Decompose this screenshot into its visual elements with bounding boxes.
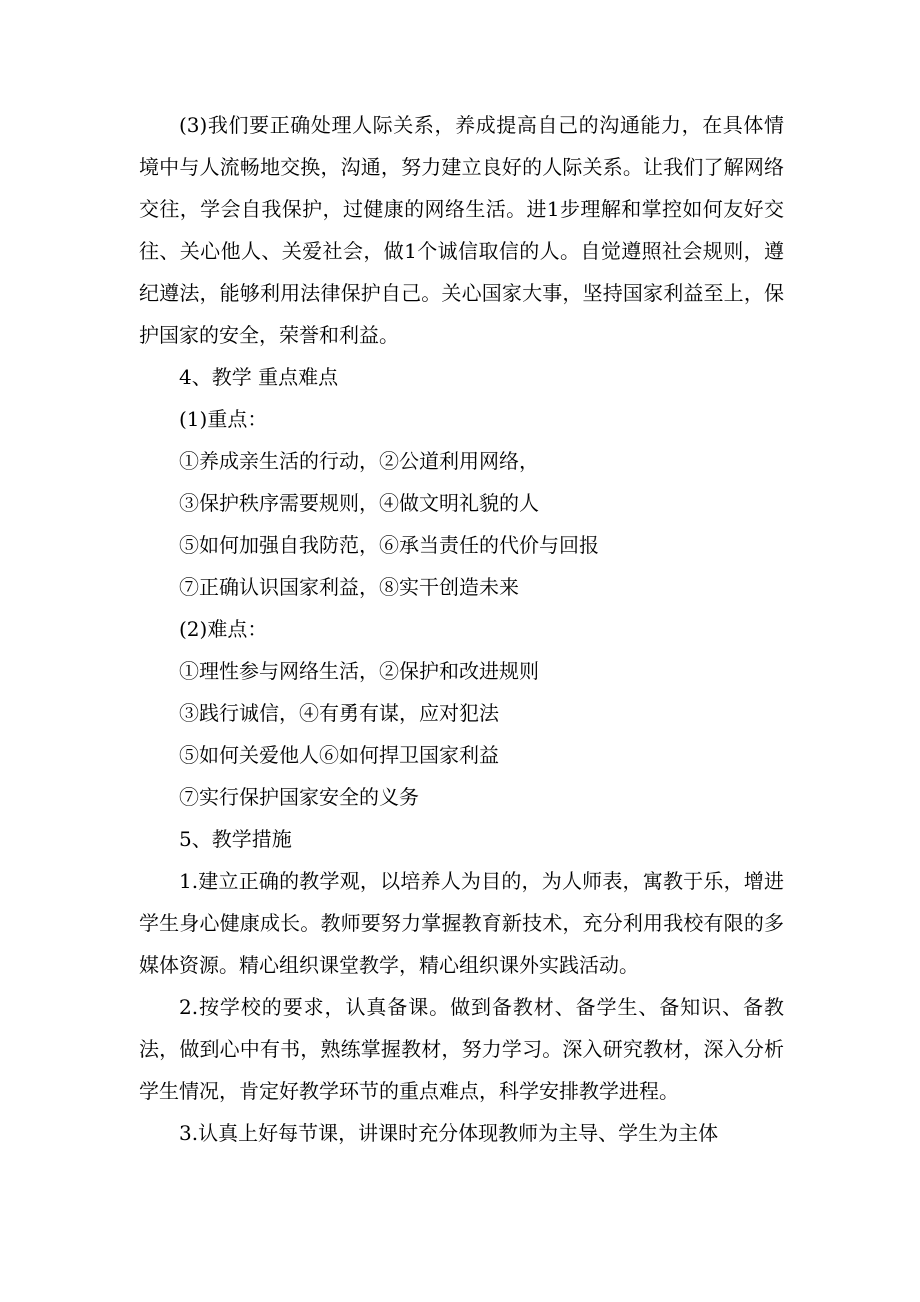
key-points-heading: (1)重点： bbox=[179, 407, 268, 431]
difficulty-line: ⑦实行保护国家安全的义务 bbox=[179, 785, 419, 809]
difficulty-line: ①理性参与网络生活，②保护和改进规则 bbox=[179, 659, 539, 683]
key-point-line: ③保护秩序需要规则，④做文明礼貌的人 bbox=[179, 491, 539, 515]
measure-paragraph: 2.按学校的要求，认真备课。做到备教材、备学生、备知识、备教法，做到心中有书，熟练掌握教材，努力学习。深入研究教材，深入分析学生情况，肯定好教学环节的重点难点，科学安排教学进程。 bbox=[139, 995, 784, 1103]
measure-paragraph: 1.建立正确的教学观，以培养人为目的，为人师表，寓教于乐，增进学生身心健康成长。教师要努力掌握教育新技术，充分利用我校有限的多媒体资源。精心组织课堂教学，精心组织课外实践活动。 bbox=[139, 869, 784, 977]
difficulty-line: ③践行诚信，④有勇有谋，应对犯法 bbox=[179, 701, 499, 725]
difficulty-line: ⑤如何关爱他人⑥如何捍卫国家利益 bbox=[179, 743, 499, 767]
section-heading-teaching-measures: 5、教学措施 bbox=[179, 827, 292, 851]
section-heading-key-difficult-points: 4、教学 重点难点 bbox=[179, 365, 339, 389]
paragraph-interpersonal: (3)我们要正确处理人际关系，养成提高自己的沟通能力，在具体情境中与人流畅地交换，沟通，努力建立良好的人际关系。让我们了解网络交往，学会自我保护，过健康的网络生活。进1步理解和掌控如何友好交往、关心他人、关爱社会，做1个诚信取信的人。自觉遵照社会规则，遵纪遵法，能够利用法律保护自己。关心国家大事，坚持国家利益至上，保护国家的安全，荣誉和利益。 bbox=[139, 113, 784, 347]
difficulties-heading: (2)难点： bbox=[179, 617, 268, 641]
key-point-line: ⑤如何加强自我防范，⑥承当责任的代价与回报 bbox=[179, 533, 599, 557]
key-point-line: ⑦正确认识国家利益，⑧实干创造未来 bbox=[179, 575, 519, 599]
document-page bbox=[139, 104, 784, 1154]
key-point-line: ①养成亲生活的行动，②公道利用网络， bbox=[179, 449, 539, 473]
measure-paragraph: 3.认真上好每节课，讲课时充分体现教师为主导、学生为主体 bbox=[179, 1121, 719, 1145]
